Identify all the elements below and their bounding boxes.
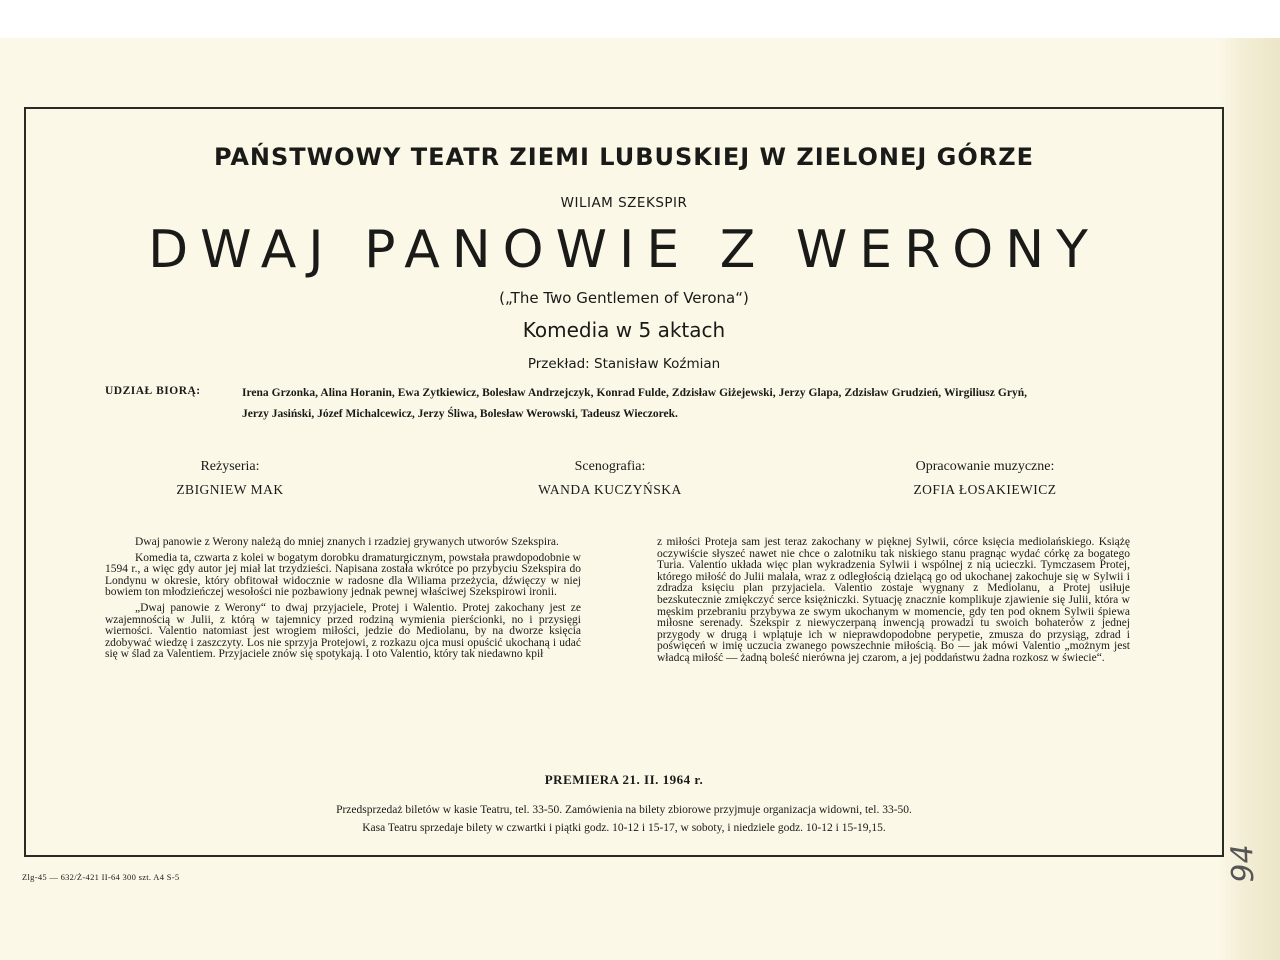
handwritten-number: 94 [1224, 843, 1262, 884]
ticket-line: Przedsprzedaż biletów w kasie Teatru, tel. 33-50. Zamówienia na bilety zbiorowe przyjmuje organizacja widowni, tel. 33-50. [336, 804, 912, 816]
ticket-info [24, 801, 1224, 837]
translation-credit: Przekład: Stanisław Koźmian [527, 356, 721, 372]
print-code: Zlg-45 — 632/Ż-421 II-64 300 szt. A4 S-5 [22, 872, 180, 882]
genre: Komedia w 5 aktach [522, 318, 726, 342]
credit-role: Reżyseria: [200, 459, 260, 474]
author: WILIAM SZEKSPIR [560, 195, 688, 211]
credit-person: ZBIGNIEW MAK [176, 482, 284, 497]
cast-label: UDZIAŁ BIORĄ: [105, 385, 201, 397]
paragraph: Komedia ta, czwarta z kolei w bogatym dorobku dramaturgicznym, powstała prawdopodobnie w 1594 r., a więc gdy autor jej miał lat trzydzieści. Napisana została wkrótce po przybyciu Szekspira do Londynu w okresie, który obfitował widocznie w radosne dla Wiliama przeżycia, dźwięczy w niej bowiem ton młodzieńczej wesołości nie pozbawiony jednak pewnej właściwej Szekspirowi ironii. [105, 551, 581, 599]
theatre-name: PAŃSTWOWY TEATR ZIEMI LUBUSKIEJ W ZIELONEJ GÓRZE [213, 143, 1035, 171]
premiere-date: PREMIERA 21. II. 1964 r. [544, 772, 704, 787]
credit-role: Opracowanie muzyczne: [915, 459, 1055, 474]
play-title: DWAJ PANOWIE Z WERONY [148, 220, 1100, 280]
credit-scenography [500, 457, 720, 501]
article-left-column [105, 537, 581, 665]
original-title: („The Two Gentlemen of Verona“) [499, 289, 749, 307]
paragraph: Dwaj panowie z Werony należą do mniej znanych i rzadziej grywanych utworów Szekspira. [135, 536, 559, 548]
credit-person: WANDA KUCZYŃSKA [538, 482, 682, 497]
paragraph: „Dwaj panowie z Werony“ to dwaj przyjaciele, Protej i Walentio. Protej zakochany jest ze wzajemnością w Julii, z którą w tajemnicy przed rodziną wymienia pierścionki, no i przysięgi wierności. Valentio natomiast jest wrogiem miłości, jedzie do Mediolanu, by na dworze księcia zdobywać wiedzę i zaszczyty. Los nie sprzyja Protejowi, z rozkazu ojca musi opuścić ukochaną i udać się w ślad za Valentiem. Przyjaciele znów się spotykają. I oto Valentio, który tak niedawno kpił [105, 601, 581, 661]
ticket-line: Kasa Teatru sprzedaje bilety w czwartki i piątki godz. 10-12 i 15-17, w soboty, i niedziele godz. 10-12 i 15-19,15. [362, 822, 886, 834]
paragraph: z miłości Proteja sam jest teraz zakochany w pięknej Sylwii, córce księcia mediolańskiego. Książę oczywiście słyszeć nawet nie chce o zalotniku tak niskiego stanu pragnąc wydać córkę za bogatego Turia. Valentio układa więc plan wykradzenia Sylwii i wspólnej z nią ucieczki. Tymczasem Protej, którego miłość do Julii malała, wraz z odległością dzielącą go od ukochanej zakochuje się w Sylwii i zdradza księciu plan przyjaciela. Valentio zostaje wygnany z Mediolanu, a Protej usiłuje bezskutecznie zmiękczyć serce księżniczki. Sytuację znacznie komplikuje zjawienie się Julii, która w męskim przebraniu przybywa ze swym ukochanym w momencie, gdy ten pod oknem Sylwii śpiewa miłosne serenady. Szekspir z niewyczerpaną inwencją prowadzi tu swoich bohaterów z jednej przygody w drugą i wplątuje ich w nieprawdopodobne perypetie, zmusza do przysiąg, zdrad i poświęceń w imię uczucia zwanego powszechnie miłością. Bo — jak mówi Valentio „możnym jest władcą miłość — żadną boleść nierówna jej czarom, a jej poddaństwu żadna rozkosz w świecie“. [657, 536, 1130, 664]
cast-names: Irena Grzonka, Alina Horanin, Ewa Zytkiewicz, Bolesław Andrzejczyk, Konrad Fulde, Zdzisław Giżejewski, Jerzy Glapa, Zdzisław Grudzień, Wirgiliusz Gryń, Jerzy Jasiński, Józef Michalcewicz, Jerzy Śliwa, Bolesław Werowski, Tadeusz Wieczorek. [242, 387, 1027, 420]
credit-person: ZOFIA ŁOSAKIEWICZ [913, 482, 1057, 497]
article-right-column [657, 537, 1130, 669]
paper-edge [1218, 38, 1280, 960]
credit-director [150, 457, 310, 501]
credit-music [870, 457, 1100, 501]
credit-role: Scenografia: [574, 459, 646, 474]
